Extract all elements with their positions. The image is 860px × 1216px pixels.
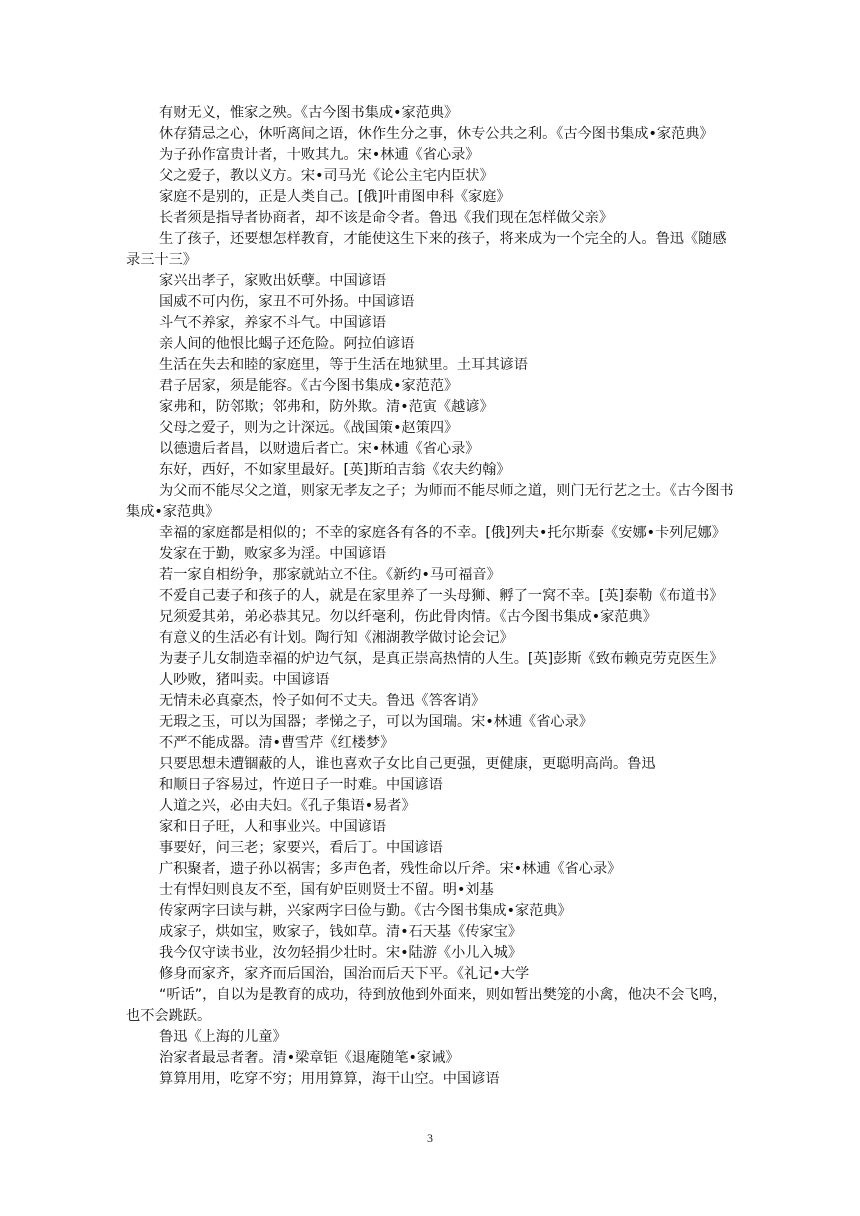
- quote-paragraph: 成家子，烘如宝，败家子，钱如草。清•石天基《传家宝》: [159, 924, 523, 940]
- quote-paragraph: 东好，西好，不如家里最好。[英]斯珀吉翁《农夫约翰》: [159, 462, 511, 478]
- quote-paragraph: 不爱自己妻子和孩子的人，就是在家里养了一头母狮、孵了一窝不幸。[英]泰勒《布道书》: [159, 588, 724, 604]
- quote-paragraph: 鲁迅《上海的儿童》: [159, 1029, 287, 1045]
- quote-paragraph: 幸福的家庭都是相似的；不幸的家庭各有各的不幸。[俄]列夫•托尔斯泰《安娜•卡列尼娜》: [159, 525, 726, 541]
- quote-paragraph: 广积聚者，遗子孙以祸害；多声色者，残性命以斤斧。宋•林逋《省心录》: [159, 861, 622, 877]
- quote-paragraph: 斗气不养家，养家不斗气。中国谚语: [159, 315, 387, 331]
- quote-paragraph: 家兴出孝子，家败出妖孽。中国谚语: [159, 273, 387, 289]
- quote-paragraph: 家和日子旺，人和事业兴。中国谚语: [159, 819, 387, 835]
- quote-paragraph: 修身而家齐，家齐而后国治，国治而后天下平。《礼记•大学: [159, 966, 530, 982]
- quote-paragraph: 家弗和，防邻欺；邻弗和，防外欺。清•范寅《越谚》: [159, 399, 494, 415]
- quote-paragraph: 为妻子儿女制造幸福的炉边气氛，是真正崇高热情的人生。[英]彭斯《致布赖克劳克医生》: [159, 651, 724, 667]
- quote-paragraph: 发家在于勤，败家多为淫。中国谚语: [159, 546, 387, 562]
- document-body: [126, 103, 739, 1090]
- quote-paragraph: 无瑕之玉，可以为国器；孝悌之子，可以为国瑞。宋•林逋《省心录》: [159, 714, 593, 730]
- quote-paragraph: 父之爱子，教以义方。宋•司马光《论公主宅内臣状》: [159, 168, 494, 184]
- quote-paragraph: 生活在失去和睦的家庭里，等于生活在地狱里。土耳其谚语: [159, 357, 528, 373]
- quote-paragraph: 为父而不能尽父之道，则家无孝友之子；为师而不能尽师之道，则门无行艺之士。《古今图书集成•家范典》: [126, 483, 734, 520]
- quote-paragraph: 和顺日子容易过，忤逆日子一时难。中国谚语: [159, 777, 443, 793]
- quote-paragraph: 人吵败，猪叫卖。中国谚语: [159, 672, 330, 688]
- quote-paragraph: 父母之爱子，则为之计深远。《战国策•赵策四》: [159, 420, 459, 436]
- quote-paragraph: 人道之兴，必由夫妇。《孔子集语•易者》: [159, 798, 416, 814]
- quote-paragraph: 算算用用，吃穿不穷；用用算算，海干山空。中国谚语: [159, 1071, 500, 1087]
- quote-paragraph: 以德遗后者昌，以财遗后者亡。宋•林逋《省心录》: [159, 441, 480, 457]
- quote-paragraph: 只要思想未遭锢蔽的人，谁也喜欢子女比自己更强，更健康，更聪明高尚。鲁迅: [159, 756, 656, 772]
- page-number: 3: [427, 1131, 433, 1145]
- quote-paragraph: 有意义的生活必有计划。陶行知《湘湖教学做讨论会记》: [159, 630, 514, 646]
- quote-paragraph: 家庭不是别的，正是人类自己。[俄]叶甫图申科《家庭》: [159, 189, 511, 205]
- quote-paragraph: “听话”，自以为是教育的成功，待到放他到外面来，则如暂出樊笼的小禽，他决不会飞鸣，也不会跳跃。: [126, 987, 728, 1024]
- quote-paragraph: 士有悍妇则良友不至，国有妒臣则贤士不留。明•刘基: [159, 882, 494, 898]
- quote-paragraph: 若一家自相纷争，那家就站立不住。《新约•马可福音》: [159, 567, 501, 583]
- quote-paragraph: 休存猜忌之心，休听离间之语，休作生分之事，休专公共之利。《古今图书集成•家范典》: [159, 126, 714, 142]
- quote-paragraph: 为子孙作富贵计者，十败其九。宋•林逋《省心录》: [159, 147, 480, 163]
- quote-paragraph: 治家者最忌者奢。清•梁章钜《退庵随笔•家诫》: [159, 1050, 460, 1066]
- quote-paragraph: 事要好，问三老；家要兴，看后丁。中国谚语: [159, 840, 443, 856]
- quote-paragraph: 不严不能成器。清•曹雪芹《红楼梦》: [159, 735, 395, 751]
- quote-paragraph: 兄须爱其弟，弟必恭其兄。勿以纤毫利，伤此骨肉情。《古今图书集成•家范典》: [159, 609, 657, 625]
- quote-paragraph: 有财无义，惟家之殃。《古今图书集成•家范典》: [159, 105, 459, 121]
- quote-paragraph: 生了孩子，还要想怎样教育，才能使这生下来的孩子，将来成为一个完全的人。鲁迅《随感录三十三》: [126, 231, 727, 268]
- quote-paragraph: 我今仅守读书业，汝勿轻捐少壮时。宋•陆游《小儿入城》: [159, 945, 523, 961]
- quote-paragraph: 传家两字曰读与耕，兴家两字曰俭与勤。《古今图书集成•家范典》: [159, 903, 572, 919]
- quote-paragraph: 亲人间的他恨比蝎子还危险。阿拉伯谚语: [159, 336, 415, 352]
- quote-paragraph: 无情未必真豪杰，怜子如何不丈夫。鲁迅《答客诮》: [159, 693, 486, 709]
- quote-paragraph: 长者须是指导者协商者，却不该是命令者。鲁迅《我们现在怎样做父亲》: [159, 210, 614, 226]
- quote-paragraph: 国威不可内伤，家丑不可外扬。中国谚语: [159, 294, 415, 310]
- quote-paragraph: 君子居家，须是能容。《古今图书集成•家范范》: [159, 378, 459, 394]
